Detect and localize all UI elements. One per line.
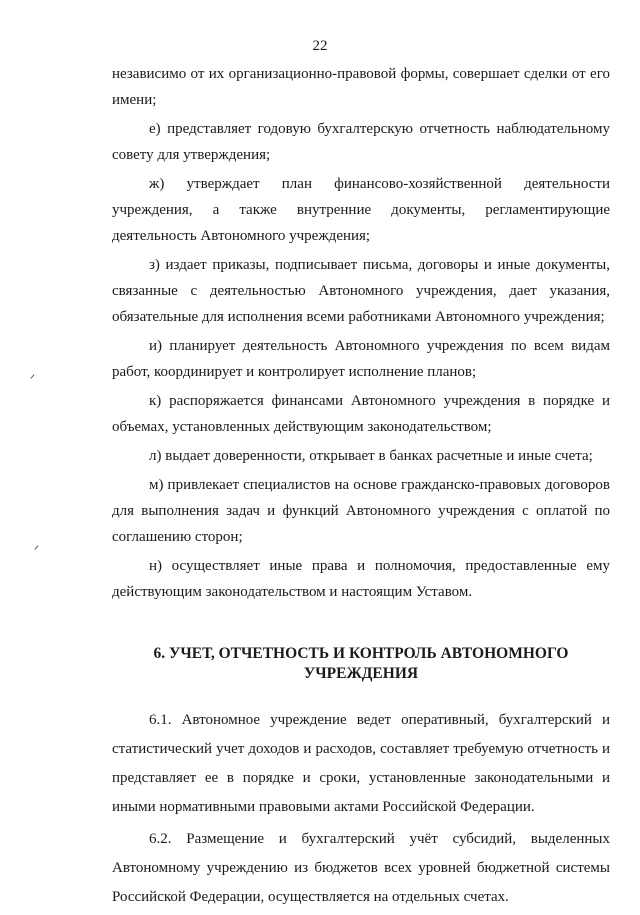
page-number: 22 <box>312 38 328 54</box>
paragraph-6-2: 6.2. Размещение и бухгалтерский учёт субсидий, выделенных Автономному учреждению из бюджетов всех уровней бюджетной системы Российской Федерации, осуществляется на отдельных счетах. <box>112 831 610 905</box>
section-heading-line-1: 6. УЧЕТ, ОТЧЕТНОСТЬ И КОНТРОЛЬ АВТОНОМНОГО <box>153 645 569 662</box>
section-heading-line-2: УЧРЕЖДЕНИЯ <box>303 665 419 682</box>
document-body <box>112 61 610 915</box>
section-heading <box>112 644 610 684</box>
paragraph-continuation: независимо от их организационно-правовой формы, совершает сделки от его имени; <box>112 66 610 108</box>
paragraph-6-1: 6.1. Автономное учреждение ведет оперативный, бухгалтерский и статистический учет доходов и расходов, составляет требуемую отчетность и представляет ее в порядке и сроки, установленные законодательными и иными нормативными правовыми актами Российской Федерации. <box>112 712 610 815</box>
paragraph-m: м) привлекает специалистов на основе гражданско-правовых договоров для выполнения задач и функций Автономного учреждения с оплатой по соглашению сторон; <box>112 477 610 545</box>
paragraph-i: и) планирует деятельность Автономного учреждения по всем видам работ, координирует и контролирует исполнение планов; <box>112 338 610 380</box>
paragraph-n: н) осуществляет иные права и полномочия, предоставленные ему действующим законодательством и настоящим Уставом. <box>112 558 610 600</box>
paragraph-zh: ж) утверждает план финансово-хозяйственной деятельности учреждения, а также внутренние документы, регламентирующие деятельность Автономного учреждения; <box>112 176 610 244</box>
paragraph-k: к) распоряжается финансами Автономного учреждения в порядке и объемах, установленных действующим законодательством; <box>112 393 610 435</box>
section-body <box>112 706 610 912</box>
paragraph-e: е) представляет годовую бухгалтерскую отчетность наблюдательному совету для утверждения; <box>112 121 610 163</box>
paragraph-l: л) выдает доверенности, открывает в банках расчетные и иные счета; <box>149 448 593 464</box>
scan-speck-mark: ᐟ <box>34 543 40 557</box>
scan-speck-mark: ᐟ <box>30 372 36 386</box>
paragraph-z: з) издает приказы, подписывает письма, договоры и иные документы, связанные с деятельностью Автономного учреждения, дает указания, обязательные для исполнения всеми работниками Автономного учреждения; <box>112 257 610 325</box>
